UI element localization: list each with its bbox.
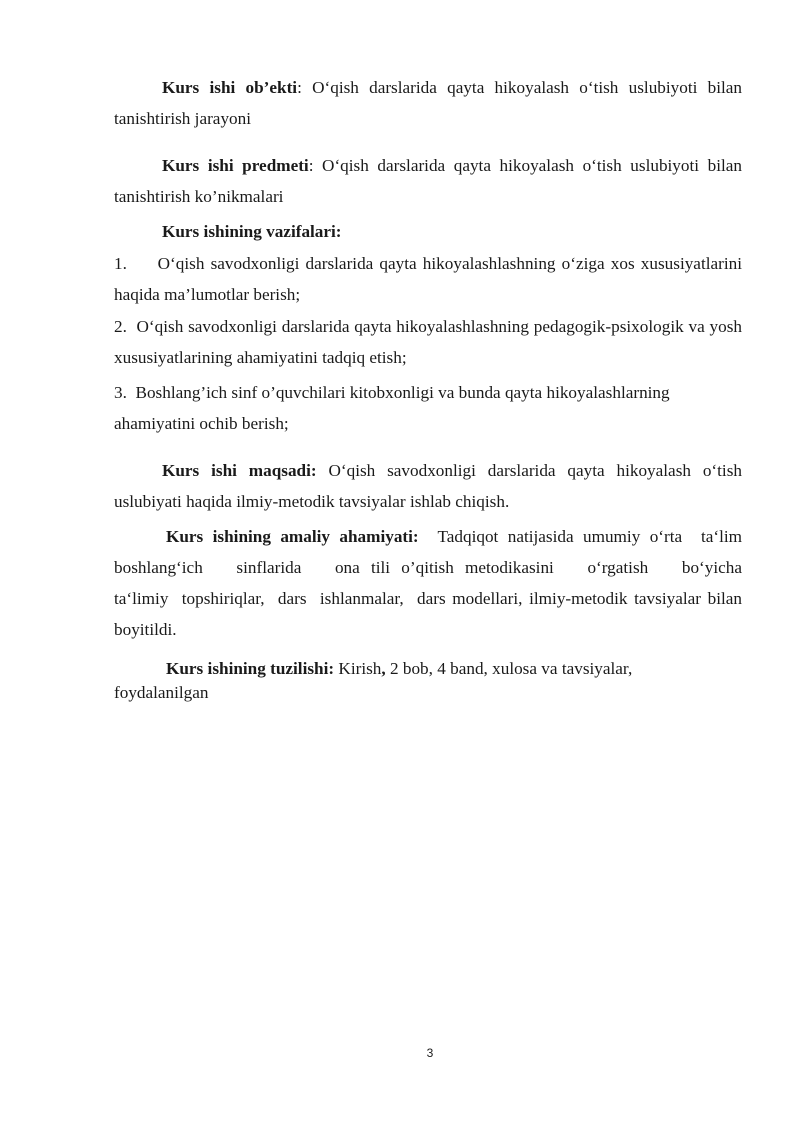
- task-item-3: 3. Boshlang’ich sinf o’quvchilari kitobxonligi va bunda qayta hikoyalashlarning ahamiyatini ochib berish;: [114, 383, 670, 433]
- subject-label: Kurs ishi predmeti: [162, 156, 309, 175]
- structure-label: Kurs ishining tuzilishi:: [166, 659, 335, 678]
- subject-text: : O‘qish darslarida qayta hikoyalash o‘tish uslubiyoti bilan tanishtirish ko’nikmalari: [114, 156, 742, 206]
- object-label: Kurs ishi ob’ekti: [162, 78, 298, 97]
- structure-text-b: 2 bob, 4 band, xulosa va tavsiyalar,: [385, 659, 633, 678]
- structure-comma: ,: [381, 659, 386, 678]
- structure-continuation: foydalanilgan: [114, 683, 209, 702]
- subject-paragraph: [114, 150, 742, 212]
- task-item-2: 2. O‘qish savodxonligi darslarida qayta hikoyalashlashning pedagogik-psixologik va yosh xususiyatlarining ahamiyatini tadqiq etish;: [114, 317, 742, 367]
- structure-text-a: Kirish: [334, 659, 382, 678]
- tasks-heading: Kurs ishining vazifalari:: [162, 222, 342, 241]
- practical-paragraph: [114, 521, 742, 645]
- page-number: 3: [426, 1046, 434, 1060]
- object-text: : O‘qish darslarida qayta hikoyalash o‘tish uslubiyoti bilan tanishtirish jarayoni: [114, 78, 742, 128]
- practical-text: Tadqiqot natijasida umumiy o‘rta ta‘lim boshlang‘ich sinflarida ona tili o’qitish metodikasini o‘rgatish bo‘yicha ta‘limiy topshiriqlar, dars ishlanmalar, dars modellari, ilmiy-metodik tavsiyalar bilan boyitildi.: [114, 527, 742, 639]
- goal-text: O‘qish savodxonligi darslarida qayta hikoyalash o‘tish uslubiyati haqida ilmiy-metodik tavsiyalar ishlab chiqish.: [114, 461, 742, 511]
- goal-label: Kurs ishi maqsadi:: [162, 461, 317, 480]
- task-item-1: 1. O‘qish savodxonligi darslarida qayta hikoyalashlashning o‘ziga xos xususiyatlarini haqida ma’lumotlar berish;: [114, 254, 742, 304]
- practical-label: Kurs ishining amaliy ahamiyati:: [166, 527, 419, 546]
- object-paragraph: [114, 72, 742, 134]
- tasks-heading-paragraph: [114, 216, 742, 247]
- goal-paragraph: [114, 455, 742, 517]
